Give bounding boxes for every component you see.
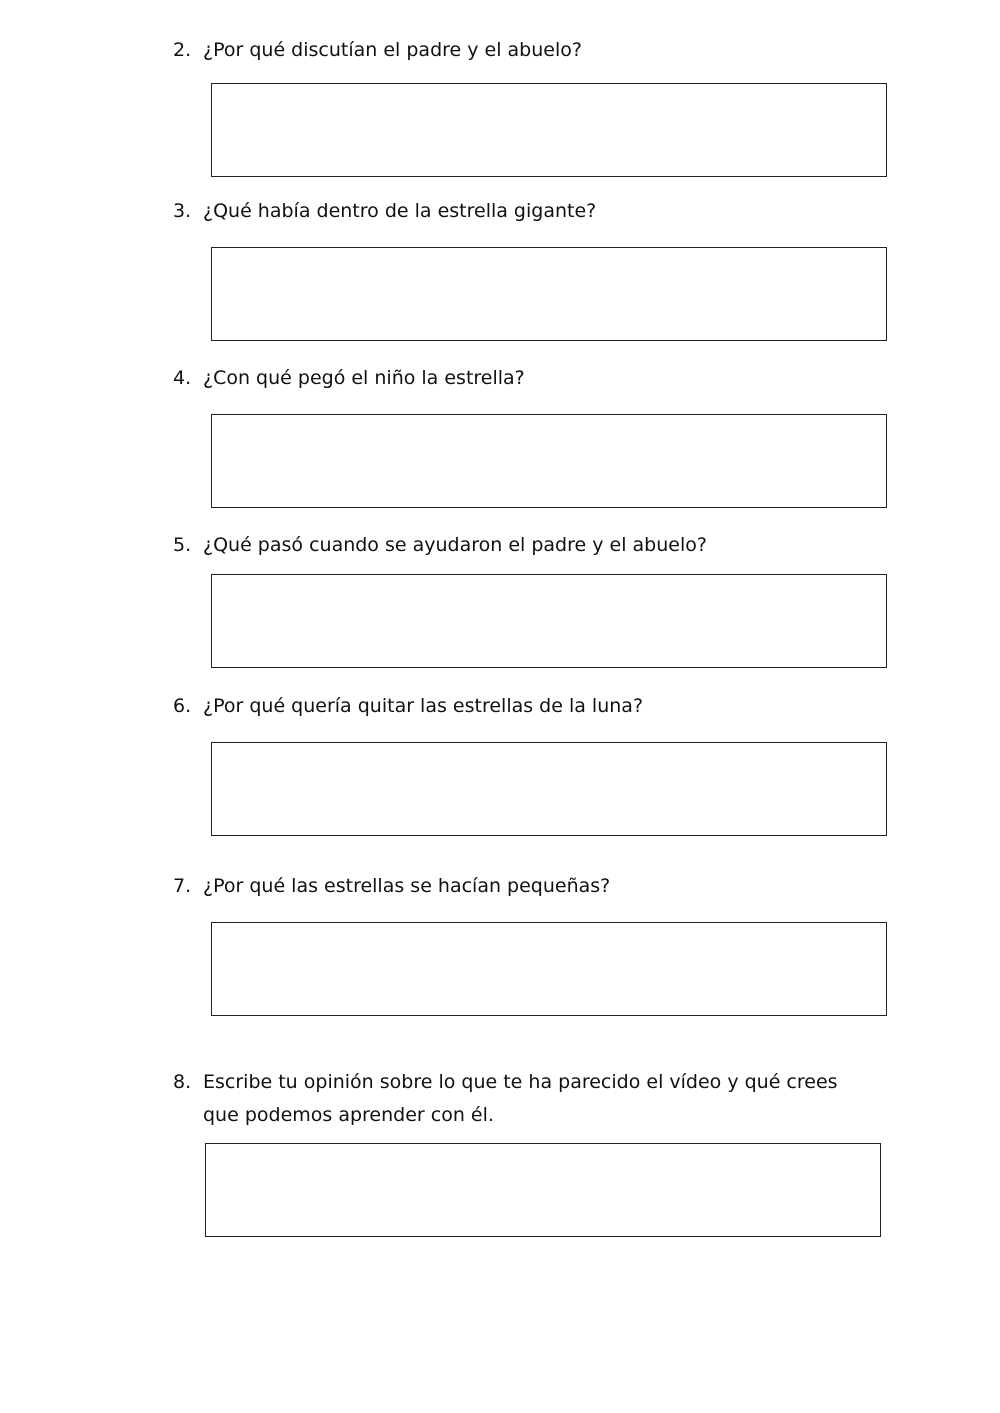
question-number: 2. — [173, 39, 192, 61]
question-number: 4. — [173, 367, 192, 389]
question-number: 6. — [173, 695, 192, 717]
question-5 — [173, 529, 893, 562]
answer-box-8[interactable] — [205, 1143, 881, 1237]
question-number: 5. — [173, 534, 192, 556]
question-text: ¿Con qué pegó el niño la estrella? — [203, 367, 525, 389]
answer-box-5[interactable] — [211, 574, 887, 668]
question-text: ¿Qué pasó cuando se ayudaron el padre y el abuelo? — [203, 534, 707, 556]
question-number: 7. — [173, 875, 192, 897]
answer-box-4[interactable] — [211, 414, 887, 508]
question-4 — [173, 362, 893, 395]
question-text: ¿Por qué quería quitar las estrellas de la luna? — [203, 695, 644, 717]
answer-box-2[interactable] — [211, 83, 887, 177]
question-3 — [173, 195, 893, 228]
question-number: 3. — [173, 200, 192, 222]
question-8 — [173, 1066, 873, 1132]
question-text: Escribe tu opinión sobre lo que te ha parecido el vídeo y qué crees que podemos aprender con él. — [203, 1071, 838, 1126]
question-number: 8. — [173, 1071, 192, 1093]
question-6 — [173, 690, 893, 723]
question-text: ¿Por qué las estrellas se hacían pequeñas? — [203, 875, 611, 897]
answer-box-7[interactable] — [211, 922, 887, 1016]
answer-box-6[interactable] — [211, 742, 887, 836]
answer-box-3[interactable] — [211, 247, 887, 341]
question-text: ¿Qué había dentro de la estrella gigante? — [203, 200, 597, 222]
question-7 — [173, 870, 893, 903]
question-text: ¿Por qué discutían el padre y el abuelo? — [203, 39, 582, 61]
question-2 — [173, 34, 893, 67]
